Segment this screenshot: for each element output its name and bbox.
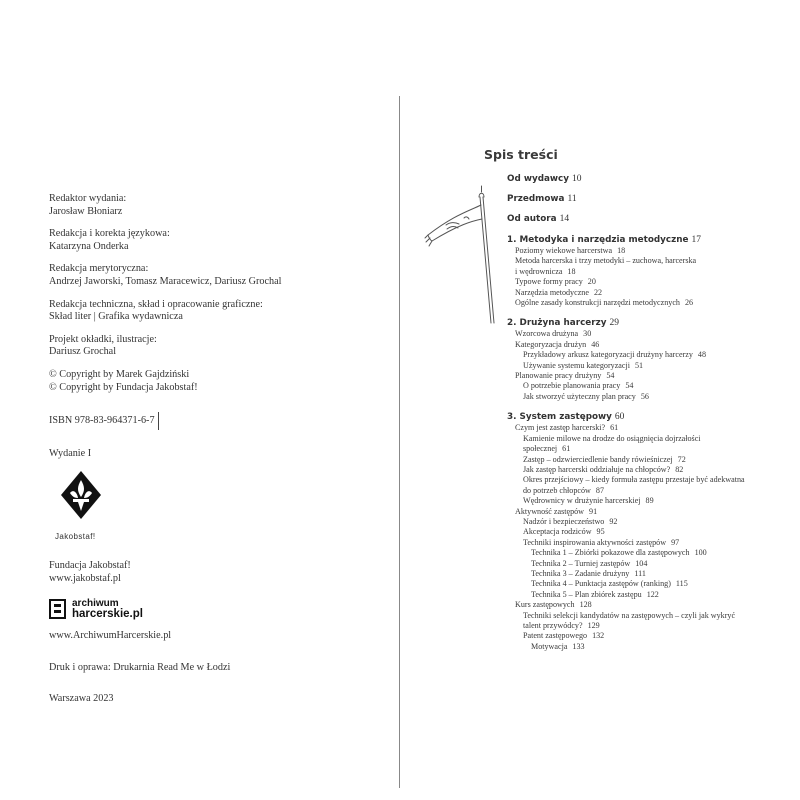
text-cursor (158, 412, 159, 430)
toc-entry-page: 82 (675, 464, 684, 474)
toc-entry-title: Wędrownicy w drużynie harcerskiej (523, 496, 641, 506)
toc-entry-page: 22 (593, 287, 603, 297)
left-page-colophon (49, 193, 379, 706)
toc-entry-page: 104 (635, 558, 648, 568)
toc-entry-page: 100 (694, 548, 707, 558)
toc-entry (507, 621, 797, 631)
credit-value: Dariusz Grochal (49, 346, 117, 358)
credit-value: Katarzyna Onderka (49, 240, 129, 252)
toc-entry (507, 371, 797, 381)
toc-entry-page: 115 (675, 579, 688, 589)
credit-label: Projekt okładki, ilustracje: (49, 333, 157, 345)
toc-entry (507, 392, 797, 402)
toc-entry (507, 548, 797, 558)
toc-entry-title: Techniki inspirowania aktywności zastępów (523, 537, 667, 547)
toc-entry-title: Technika 3 – Zadanie drużyny (531, 568, 630, 578)
toc-entry-page: 54 (625, 381, 634, 391)
toc-entry-title: Typowe formy pracy (515, 277, 583, 287)
toc-entry (507, 517, 797, 527)
credit-typesetting (49, 299, 379, 324)
toc-entry-title: Jak zastęp harcerski oddziałuje na chłopców? (523, 464, 671, 474)
toc-entry-title: Używanie systemu kategoryzacji (523, 360, 630, 370)
toc-entry-title: Kategoryzacja drużyn (515, 339, 587, 349)
jakobstaf-logo (55, 471, 125, 544)
credit-label: Redakcja i korekta językowa: (49, 228, 170, 240)
credit-value: Jarosław Błoniarz (49, 205, 123, 217)
toc-entry-title: Technika 5 – Plan zbiórek zastępu (531, 589, 642, 599)
toc-entry-title: Czym jest zastęp harcerski? (515, 423, 606, 433)
toc-entry-title: Narzędzia metodyczne (515, 287, 589, 297)
toc-entry-title: społecznej (523, 444, 558, 454)
publisher-website: www.jakobstaf.pl (49, 572, 121, 584)
scout-pennant-flag-illustration (424, 185, 504, 325)
toc-entry-page: 132 (592, 631, 605, 641)
toc-entry-page: 72 (677, 454, 686, 464)
toc-entry (507, 569, 797, 579)
toc-entry-title: i wędrownicza (515, 266, 563, 276)
toc-entry-page: 51 (634, 360, 644, 370)
toc-chapter-heading (507, 235, 797, 246)
credit-proofreading (49, 228, 379, 253)
credit-content-editing (49, 263, 379, 288)
toc-entry (507, 340, 797, 350)
toc-entry (507, 277, 797, 287)
toc-entry-page: 48 (697, 350, 706, 360)
toc-entry-page: 89 (645, 496, 654, 506)
copyright-line: © Copyright by Fundacja Jakobstaf! (49, 381, 198, 393)
toc-entry (507, 507, 797, 517)
toc-entry (507, 559, 797, 569)
credit-cover-design (49, 334, 379, 359)
toc-chapter-page: 17 (691, 235, 701, 245)
toc-entry-title: Metoda harcerska i trzy metodyki – zuchowa, harcerska (515, 256, 697, 266)
toc-entry (507, 350, 797, 360)
toc-entry-page: 92 (609, 516, 618, 526)
credit-value: Andrzej Jaworski, Tomasz Maracewicz, Dariusz Grochal (49, 275, 282, 287)
credit-label: Redakcja merytoryczna: (49, 263, 149, 275)
toc-entry (507, 434, 797, 444)
toc-entry-page: 128 (579, 600, 592, 610)
toc-entry (507, 600, 797, 610)
toc-entry-title: do potrzeb chłopców (523, 485, 591, 495)
toc-entry-page: 20 (587, 277, 596, 287)
toc-entry-page: 111 (634, 568, 646, 578)
archive-box-icon (49, 599, 66, 619)
credit-value: Skład liter | Grafika wydawnicza (49, 311, 183, 323)
toc-entry-page: 61 (562, 444, 571, 454)
toc-entry-page: 18 (567, 266, 576, 276)
toc-intro-entry (507, 174, 797, 185)
isbn (49, 415, 155, 428)
toc-entry-title: Technika 4 – Punktacja zastępów (ranking) (531, 579, 671, 589)
toc-entry (507, 455, 797, 465)
toc-entry (507, 256, 797, 266)
toc-entry-page: 97 (671, 537, 680, 547)
toc-entry (507, 381, 797, 391)
toc-entry (507, 329, 797, 339)
toc-entry (507, 267, 797, 277)
toc-entry-title: Okres przejściowy – kiedy formuła zastępu przestaje być adekwatna (523, 475, 745, 485)
toc-chapter-title: 2. Drużyna harcerzy (507, 318, 607, 329)
toc-entry-page: 87 (595, 485, 604, 495)
toc-chapter (507, 412, 797, 652)
toc-entry-page: 30 (583, 329, 592, 339)
toc-title: Spis treści (484, 147, 558, 162)
toc-entry (507, 246, 797, 256)
toc-entry-title: Kurs zastępowych (515, 600, 575, 610)
archiwum-logo-line: archiwum (72, 598, 119, 610)
toc-entry (507, 486, 797, 496)
archiwum-logo-line: harcerskie.pl (72, 608, 143, 621)
copyright-notes (49, 369, 379, 394)
toc-entry-title: Patent zastępowego (523, 631, 588, 641)
toc-entry-page: 56 (640, 391, 649, 401)
toc-entry-title: Ogólne zasady konstrukcji narzędzi metodycznych (515, 298, 680, 308)
toc-chapter (507, 318, 797, 402)
toc-entry-title: Aktywność zastępów (515, 506, 585, 516)
printing-house: Druk i oprawa: Drukarnia Read Me w Łodzi (49, 661, 231, 673)
archiwum-website: www.ArchiwumHarcerskie.pl (49, 630, 172, 642)
toc-entry-page: 54 (606, 371, 615, 381)
toc-chapter-title: 3. System zastępowy (507, 412, 612, 423)
toc-entry-page: 91 (589, 506, 598, 516)
toc-entry-page: 46 (591, 339, 600, 349)
copyright-line: © Copyright by Marek Gajdziński (49, 368, 190, 380)
fleur-de-lis-icon (61, 471, 101, 527)
credit-editor (49, 193, 379, 218)
toc-entry (507, 579, 797, 589)
toc-entry-title: Wzorcowa drużyna (515, 329, 579, 339)
toc-entry-page: 133 (572, 641, 585, 651)
toc-entry-page: 11 (567, 194, 577, 204)
toc-entry-title: Techniki selekcji kandydatów na zastępowych – czyli jak wykryć (523, 610, 736, 620)
archiwum-logo (49, 598, 379, 620)
toc-entry-title: Przykładowy arkusz kategoryzacji drużyny harcerzy (523, 350, 693, 360)
toc-entry-title: Zastęp – odzwierciedlenie bandy rówieśniczej (523, 454, 673, 464)
toc-entry-title: Akceptacja rodziców (523, 527, 592, 537)
toc-entry-page: 18 (617, 246, 626, 255)
toc-entry-title: Technika 2 – Turniej zastępów (531, 558, 631, 568)
toc-entry-title: Planowanie pracy drużyny (515, 371, 602, 381)
toc-chapters (507, 235, 797, 652)
toc-entry-title: O potrzebie planowania pracy (523, 381, 621, 391)
toc-entry (507, 423, 797, 433)
toc-entry-title: Technika 1 – Zbiórki pokazowe dla zastępowych (531, 548, 690, 558)
toc-entry (507, 361, 797, 371)
table-of-contents (507, 174, 797, 652)
toc-entry-title: Kamienie milowe na drodze do osiągnięcia dojrzałości (523, 433, 701, 443)
toc-entry (507, 538, 797, 548)
toc-entry (507, 475, 797, 485)
place-and-year: Warszawa 2023 (49, 693, 114, 705)
toc-entry-page: 95 (596, 527, 605, 537)
toc-entry (507, 527, 797, 537)
toc-chapter-heading (507, 412, 797, 423)
edition: Wydanie I (49, 447, 92, 459)
toc-chapter-page: 60 (614, 412, 625, 423)
toc-entry-title: Jak stworzyć użyteczny plan pracy (523, 391, 636, 401)
toc-entry-page: 122 (646, 589, 659, 599)
toc-entry (507, 496, 797, 506)
toc-entry-title: Poziomy wiekowe harcerstwa (515, 246, 613, 255)
toc-chapter-heading (507, 318, 797, 329)
toc-chapter-title: 1. Metodyka i narzędzia metodyczne (507, 235, 689, 245)
isbn-text: ISBN 978-83-964371-6-7 (49, 415, 155, 427)
toc-entry (507, 631, 797, 641)
toc-entry (507, 590, 797, 600)
toc-entry (507, 288, 797, 298)
toc-entry-page: 61 (610, 423, 619, 433)
toc-entry-title: Motywacja (531, 641, 568, 651)
logo-caption: Jakobstaf! (55, 532, 96, 542)
publisher-info (49, 560, 379, 585)
toc-entry (507, 642, 797, 652)
toc-entry-title: talent przywódcy? (523, 621, 583, 630)
toc-entry-title: Nadzór i bezpieczeństwo (523, 516, 605, 526)
toc-entry (507, 444, 797, 454)
toc-entry-page: 129 (587, 621, 600, 630)
toc-entry (507, 298, 797, 308)
toc-chapter-page: 29 (609, 318, 619, 329)
toc-entry-page: 26 (684, 298, 694, 308)
toc-intro-entry (507, 194, 797, 205)
publisher-name: Fundacja Jakobstaf! (49, 559, 131, 571)
toc-entry (507, 611, 797, 621)
toc-entry-page: 14 (559, 214, 570, 224)
credit-label: Redaktor wydania: (49, 193, 127, 204)
toc-intro-entry (507, 214, 797, 225)
toc-entry-title: Od wydawcy (507, 174, 570, 184)
toc-entry-title: Przedmowa (507, 194, 565, 204)
toc-entry (507, 465, 797, 475)
toc-entry-page: 10 (572, 174, 582, 184)
book-gutter (399, 96, 400, 788)
toc-chapter (507, 235, 797, 308)
credit-label: Redakcja techniczna, skład i opracowanie graficzne: (49, 298, 263, 310)
toc-entry-title: Od autora (507, 214, 557, 224)
archiwum-logo-text (72, 598, 143, 620)
